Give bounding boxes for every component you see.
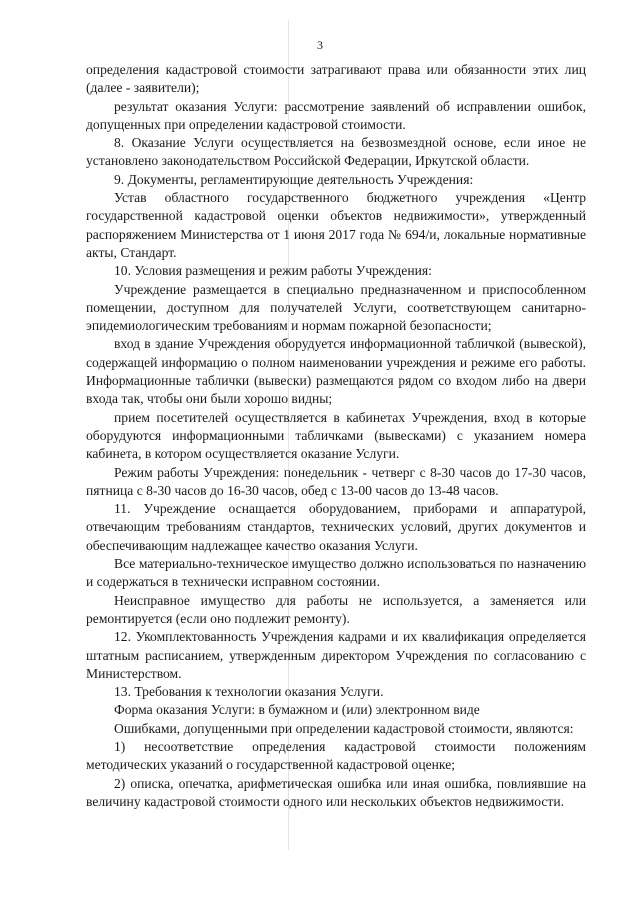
list-item: 2) описка, опечатка, арифметическая ошибка или иная ошибка, повлиявшие на величину кадастровой стоимости одного или нескольких объектов недвижимости. <box>86 775 586 809</box>
page-number: 3 <box>317 38 323 52</box>
paragraph: 11. Учреждение оснащается оборудованием, приборами и аппаратурой, отвечающим требованиям стандартов, технических условий, других документов и обеспечивающим надлежащее качество оказания Услуги. <box>86 501 586 553</box>
paragraph: Все материально-техническое имущество должно использоваться по назначению и содержаться в технически исправном состоянии. <box>86 556 586 590</box>
paragraph: прием посетителей осуществляется в кабинетах Учреждения, вход в которые оборудуются информационными табличками (вывесками) с указанием номера кабинета, в котором осуществляется оказание Услуги. <box>86 409 586 462</box>
paragraph: 8. Оказание Услуги осуществляется на безвозмездной основе, если иное не установлено законодательством Российской Федерации, Иркутской области. <box>86 135 586 169</box>
list-item: 1) несоответствие определения кадастровой стоимости положениям методических указаний о государственной кадастровой оценке; <box>86 738 586 773</box>
section-heading: 10. Условия размещения и режим работы Учреждения: <box>114 263 432 279</box>
paragraph: 12. Укомплектованность Учреждения кадрами и их квалификация определяется штатным расписанием, утвержденным директором Учреждения по согласованию с Министерством. <box>86 629 586 681</box>
document-body <box>86 61 586 811</box>
section-heading: 13. Требования к технологии оказания Услуги. <box>114 684 384 700</box>
section-heading: 9. Документы, регламентирующие деятельность Учреждения: <box>114 171 474 187</box>
paragraph: Устав областного государственного бюджетного учреждения «Центр государственной кадастровой оценки объектов недвижимости», утвержденный распоряжением Министерства от 1 июня 2017 года № 694/и, локальные нормативные акты, Стандарт. <box>86 190 586 260</box>
paragraph: Режим работы Учреждения: понедельник - четверг с 8-30 часов до 17-30 часов, пятница с 8-30 часов до 16-30 часов, обед с 13-00 часов до 13-48 часов. <box>86 464 586 498</box>
paragraph: вход в здание Учреждения оборудуется информационной табличкой (вывеской), содержащей информацию о полном наименовании учреждения и режиме его работы. Информационные таблички (вывески) размещаются рядом со входом либо на двери входа так, чтобы они были хорошо видны; <box>86 336 586 407</box>
paragraph: Форма оказания Услуги: в бумажном и (или) электронном виде <box>114 702 480 718</box>
paragraph: результат оказания Услуги: рассмотрение заявлений об исправлении ошибок, допущенных при определении кадастровой стоимости. <box>86 98 586 132</box>
paragraph: Неисправное имущество для работы не используется, а заменяется или ремонтируется (если оно подлежит ремонту). <box>86 592 586 626</box>
paragraph: Учреждение размещается в специально предназначенном и приспособленном помещении, доступном для получателей Услуги, соответствующем санитарно-эпидемиологическим требованиям и нормам пожарной безопасности; <box>86 281 586 334</box>
paragraph: Ошибками, допущенными при определении кадастровой стоимости, являются: <box>114 720 574 736</box>
paragraph: определения кадастровой стоимости затрагивают права или обязанности этих лиц (далее - заявители); <box>86 62 586 96</box>
